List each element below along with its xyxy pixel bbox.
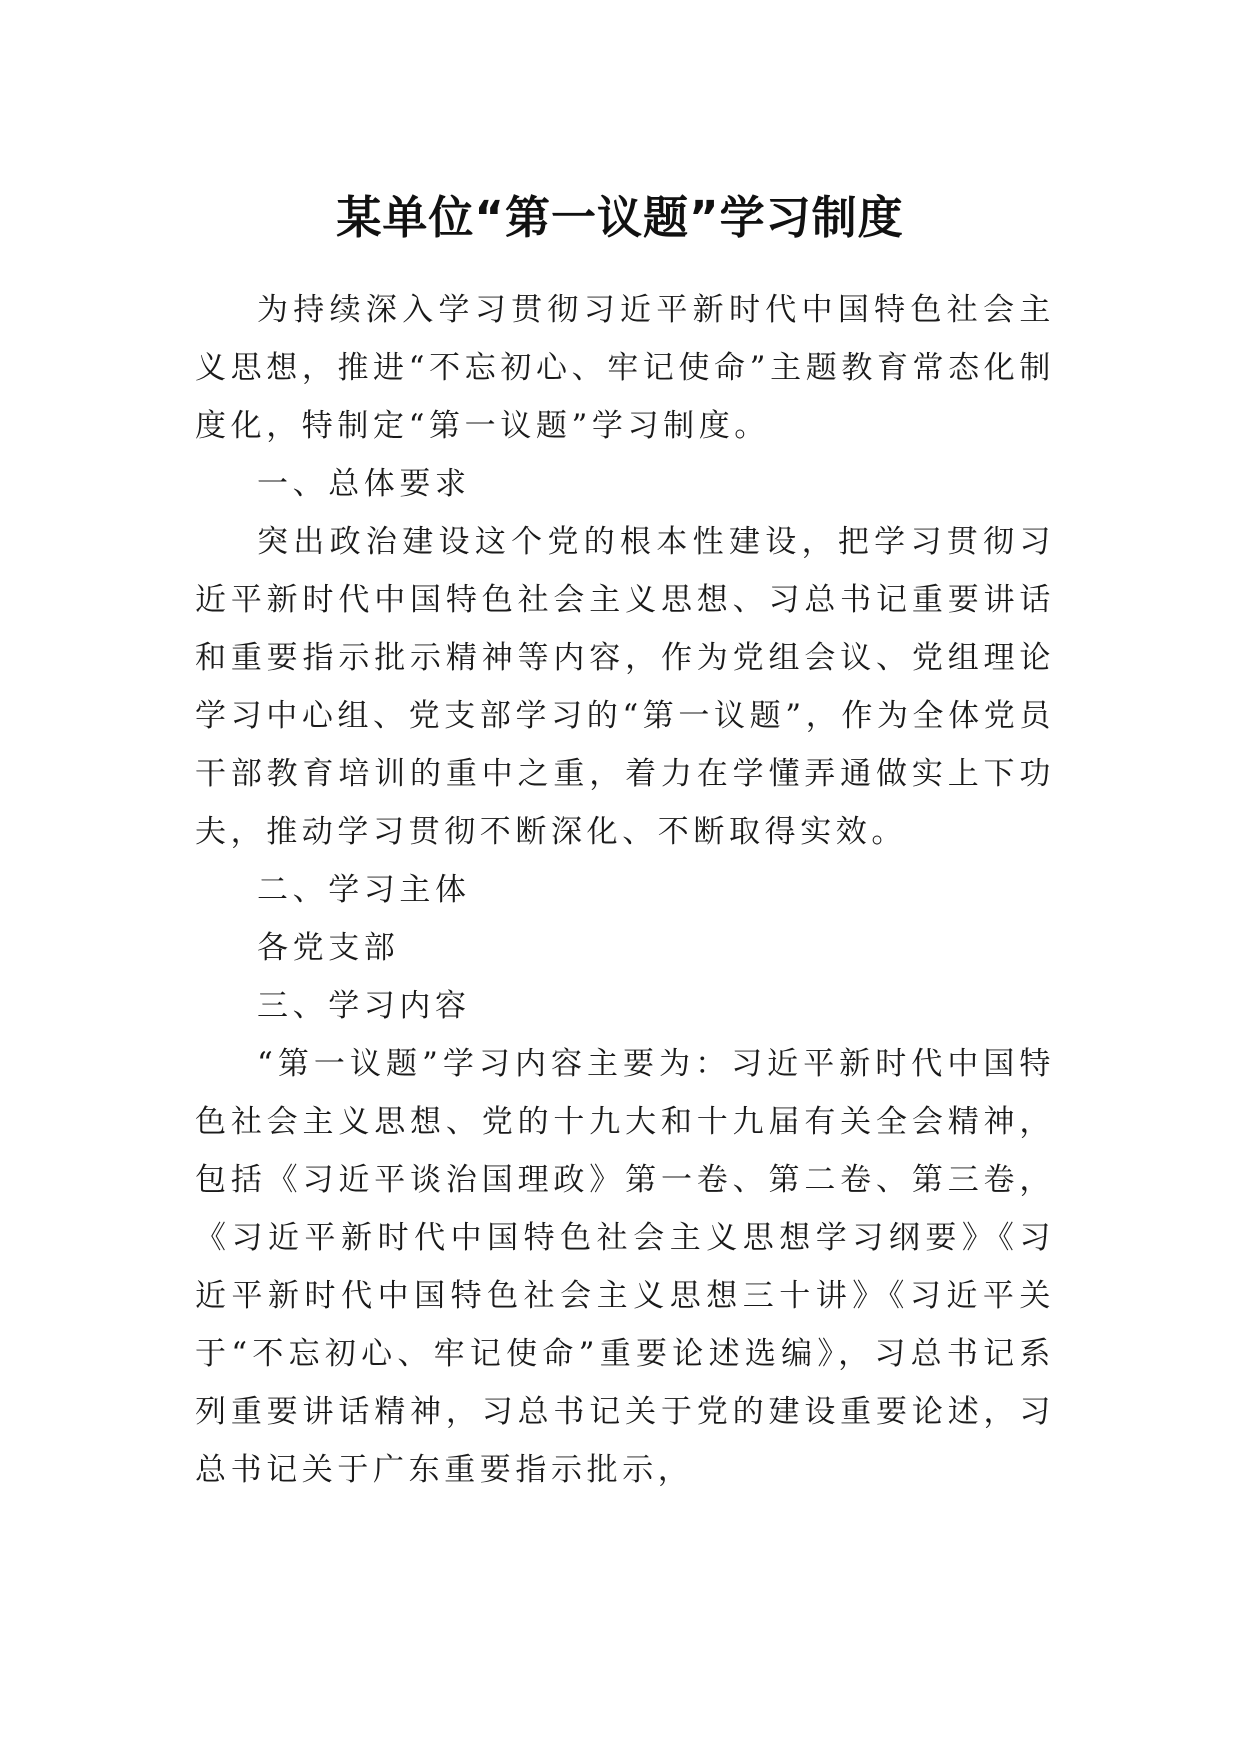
section-heading-general-requirements: 一、总体要求 <box>257 466 471 502</box>
section-heading-study-content: 三、学习内容 <box>257 988 471 1024</box>
document-title: 某单位“第一议题”学习制度 <box>336 191 904 244</box>
intro-paragraph: 为持续深入学习贯彻习近平新时代中国特色社会主义思想，推进“不忘初心、牢记使命”主题教育常态化制度化，特制定“第一议题”学习制度。 <box>195 292 1055 444</box>
document-body <box>195 281 1055 1499</box>
study-content-paragraph: “第一议题”学习内容主要为：习近平新时代中国特色社会主义思想、党的十九大和十九届有关全会精神，包括《习近平谈治国理政》第一卷、第二卷、第三卷，《习近平新时代中国特色社会主义思想学习纲要》《习近平新时代中国特色社会主义思想三十讲》《习近平关于“不忘初心、牢记使命”重要论述选编》，习总书记系列重要讲话精神，习总书记关于党的建设重要论述，习总书记关于广东重要指示批示， <box>195 1046 1055 1488</box>
general-requirements-paragraph: 突出政治建设这个党的根本性建设，把学习贯彻习近平新时代中国特色社会主义思想、习总书记重要讲话和重要指示批示精神等内容，作为党组会议、党组理论学习中心组、党支部学习的“第一议题”，作为全体党员干部教育培训的重中之重，着力在学懂弄通做实上下功夫，推动学习贯彻不断深化、不断取得实效。 <box>195 524 1055 850</box>
section-heading-study-subject: 二、学习主体 <box>257 872 471 908</box>
study-subject-paragraph: 各党支部 <box>257 930 400 966</box>
